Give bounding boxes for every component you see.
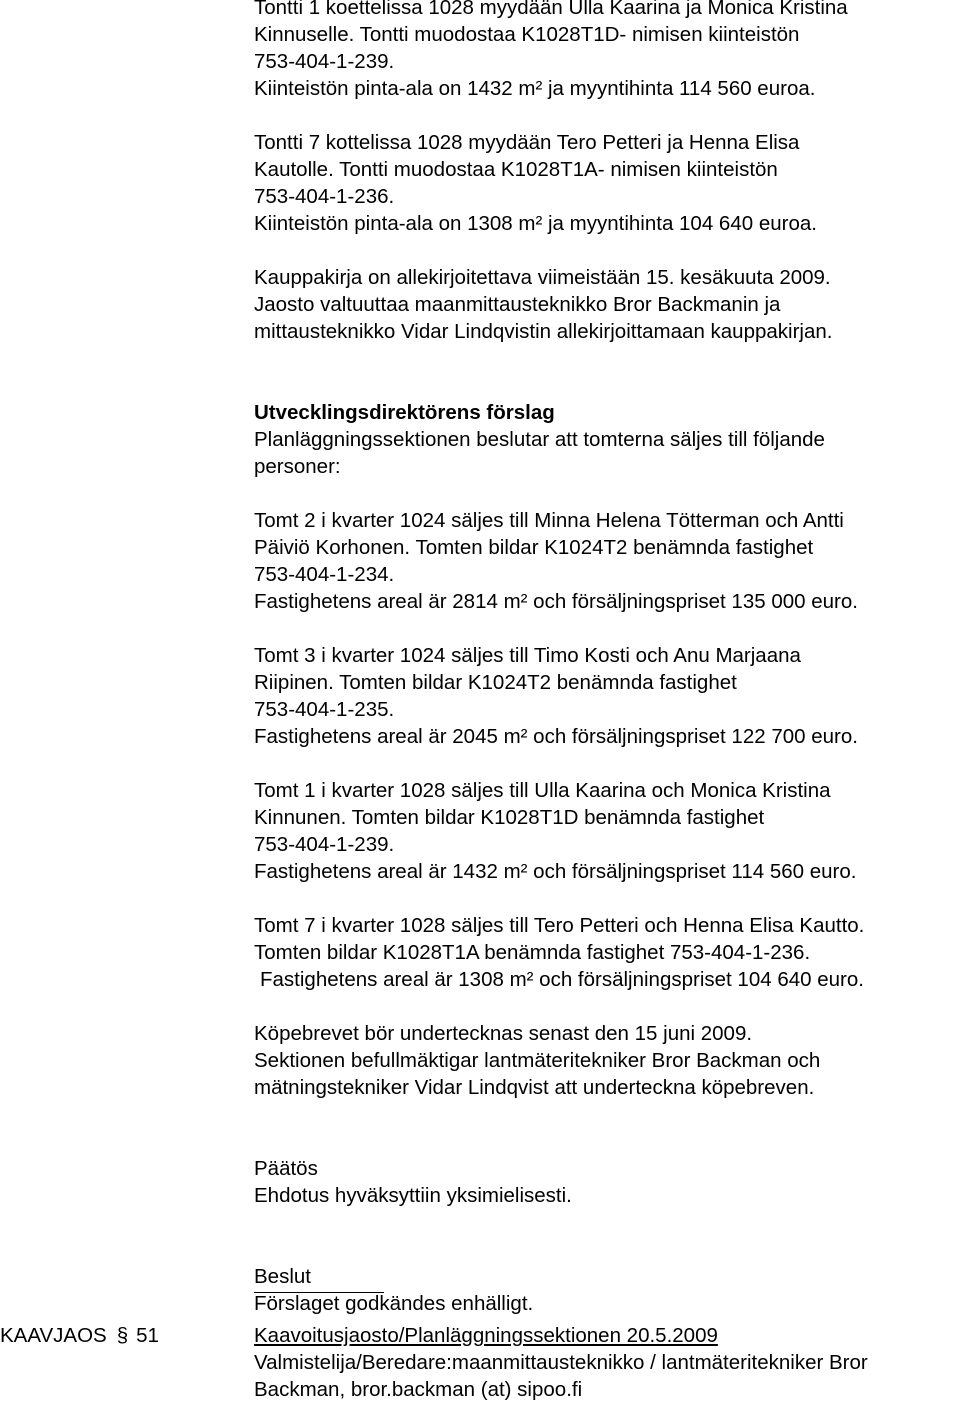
text-line: 753-404-1-239. bbox=[254, 50, 395, 73]
text-line: Jaosto valtuuttaa maanmittausteknikko Bror Backmanin ja bbox=[254, 293, 781, 316]
sv-intro-paragraph bbox=[254, 426, 960, 480]
preparer-line: Valmistelija/Beredare:maanmittausteknikko / lantmäteritekniker Bror bbox=[254, 1351, 868, 1374]
text-line: Kautolle. Tontti muodostaa K1028T1A- nimisen kiinteistön bbox=[254, 158, 778, 181]
sv-tomt-3-paragraph bbox=[254, 642, 960, 750]
text-line: mittausteknikko Vidar Lindqvistin allekirjoittamaan kauppakirjan. bbox=[254, 320, 833, 343]
beslut-label: Beslut bbox=[254, 1265, 311, 1288]
text-line: 753-404-1-235. bbox=[254, 698, 395, 721]
sv-tomt-2-paragraph bbox=[254, 507, 960, 615]
text-line: Fastighetens areal är 2814 m² och försäljningspriset 135 000 euro. bbox=[254, 590, 858, 613]
text-line: Kiinteistön pinta-ala on 1308 m² ja myyntihinta 104 640 euroa. bbox=[254, 212, 817, 235]
text-line: Planläggningssektionen beslutar att tomterna säljes till följande bbox=[254, 428, 825, 451]
preparer-contact: Backman, bror.backman (at) sipoo.fi bbox=[254, 1378, 583, 1401]
text-line: Tomten bildar K1028T1A benämnda fastighet 753-404-1-236. bbox=[254, 941, 811, 964]
meeting-line: Kaavoitusjaosto/Planläggningssektionen 20.5.2009 bbox=[254, 1324, 718, 1347]
text-line: Riipinen. Tomten bildar K1024T2 benämnda fastighet bbox=[254, 671, 737, 694]
text-line: Fastighetens areal är 1308 m² och försäljningspriset 104 640 euro. bbox=[260, 968, 864, 991]
text-line: Päiviö Korhonen. Tomten bildar K1024T2 benämnda fastighet bbox=[254, 536, 814, 559]
beslut-text: Förslaget godkändes enhälligt. bbox=[254, 1292, 534, 1315]
text-line: Kiinteistön pinta-ala on 1432 m² ja myyntihinta 114 560 euroa. bbox=[254, 77, 816, 100]
main-text-column bbox=[254, 0, 960, 1317]
text-line: Kinnunen. Tomten bildar K1028T1D benämnda fastighet bbox=[254, 806, 765, 829]
text-line: mätningstekniker Vidar Lindqvist att underteckna köpebreven. bbox=[254, 1076, 815, 1099]
text-line: Tontti 1 koettelissa 1028 myydään Ulla Kaarina ja Monica Kristina bbox=[254, 0, 848, 19]
paatos-label: Päätös bbox=[254, 1157, 318, 1180]
fi-tontti-7-paragraph bbox=[254, 129, 960, 237]
text-line: Tomt 1 i kvarter 1028 säljes till Ulla Kaarina och Monica Kristina bbox=[254, 779, 831, 802]
sv-closing-paragraph bbox=[254, 1020, 960, 1101]
paatos-text: Ehdotus hyväksyttiin yksimielisesti. bbox=[254, 1184, 572, 1207]
text-line: Sektionen befullmäktigar lantmäteritekniker Bror Backman och bbox=[254, 1049, 821, 1072]
text-line: personer: bbox=[254, 455, 341, 478]
text-line: Köpebrevet bör undertecknas senast den 15 juni 2009. bbox=[254, 1022, 753, 1045]
separator-rule bbox=[254, 1292, 384, 1293]
section-number: 51 bbox=[136, 1324, 159, 1347]
section-heading: Utvecklingsdirektörens förslag bbox=[254, 401, 555, 424]
text-line: 753-404-1-239. bbox=[254, 833, 395, 856]
text-line: 753-404-1-234. bbox=[254, 563, 395, 586]
text-line: Tontti 7 kottelissa 1028 myydään Tero Petteri ja Henna Elisa bbox=[254, 131, 800, 154]
sv-tomt-7-paragraph bbox=[254, 912, 960, 993]
text-line: 753-404-1-236. bbox=[254, 185, 395, 208]
fi-closing-paragraph bbox=[254, 264, 960, 345]
text-line: Fastighetens areal är 2045 m² och försäljningspriset 122 700 euro. bbox=[254, 725, 858, 748]
text-line: Tomt 2 i kvarter 1024 säljes till Minna Helena Tötterman och Antti bbox=[254, 509, 844, 532]
text-line: Kinnuselle. Tontti muodostaa K1028T1D- nimisen kiinteistön bbox=[254, 23, 800, 46]
sv-tomt-1-paragraph bbox=[254, 777, 960, 885]
text-line: Fastighetens areal är 1432 m² och försäljningspriset 114 560 euro. bbox=[254, 860, 857, 883]
meeting-info bbox=[254, 1322, 960, 1403]
section-reference bbox=[0, 1322, 159, 1349]
text-line: Tomt 3 i kvarter 1024 säljes till Timo Kosti och Anu Marjaana bbox=[254, 644, 801, 667]
committee-code: KAAVJAOS bbox=[0, 1324, 107, 1347]
fi-tontti-1-paragraph bbox=[254, 0, 960, 102]
section-sign: § bbox=[116, 1324, 129, 1347]
text-line: Kauppakirja on allekirjoitettava viimeistään 15. kesäkuuta 2009. bbox=[254, 266, 831, 289]
text-line: Tomt 7 i kvarter 1028 säljes till Tero Petteri och Henna Elisa Kautto. bbox=[254, 914, 865, 937]
